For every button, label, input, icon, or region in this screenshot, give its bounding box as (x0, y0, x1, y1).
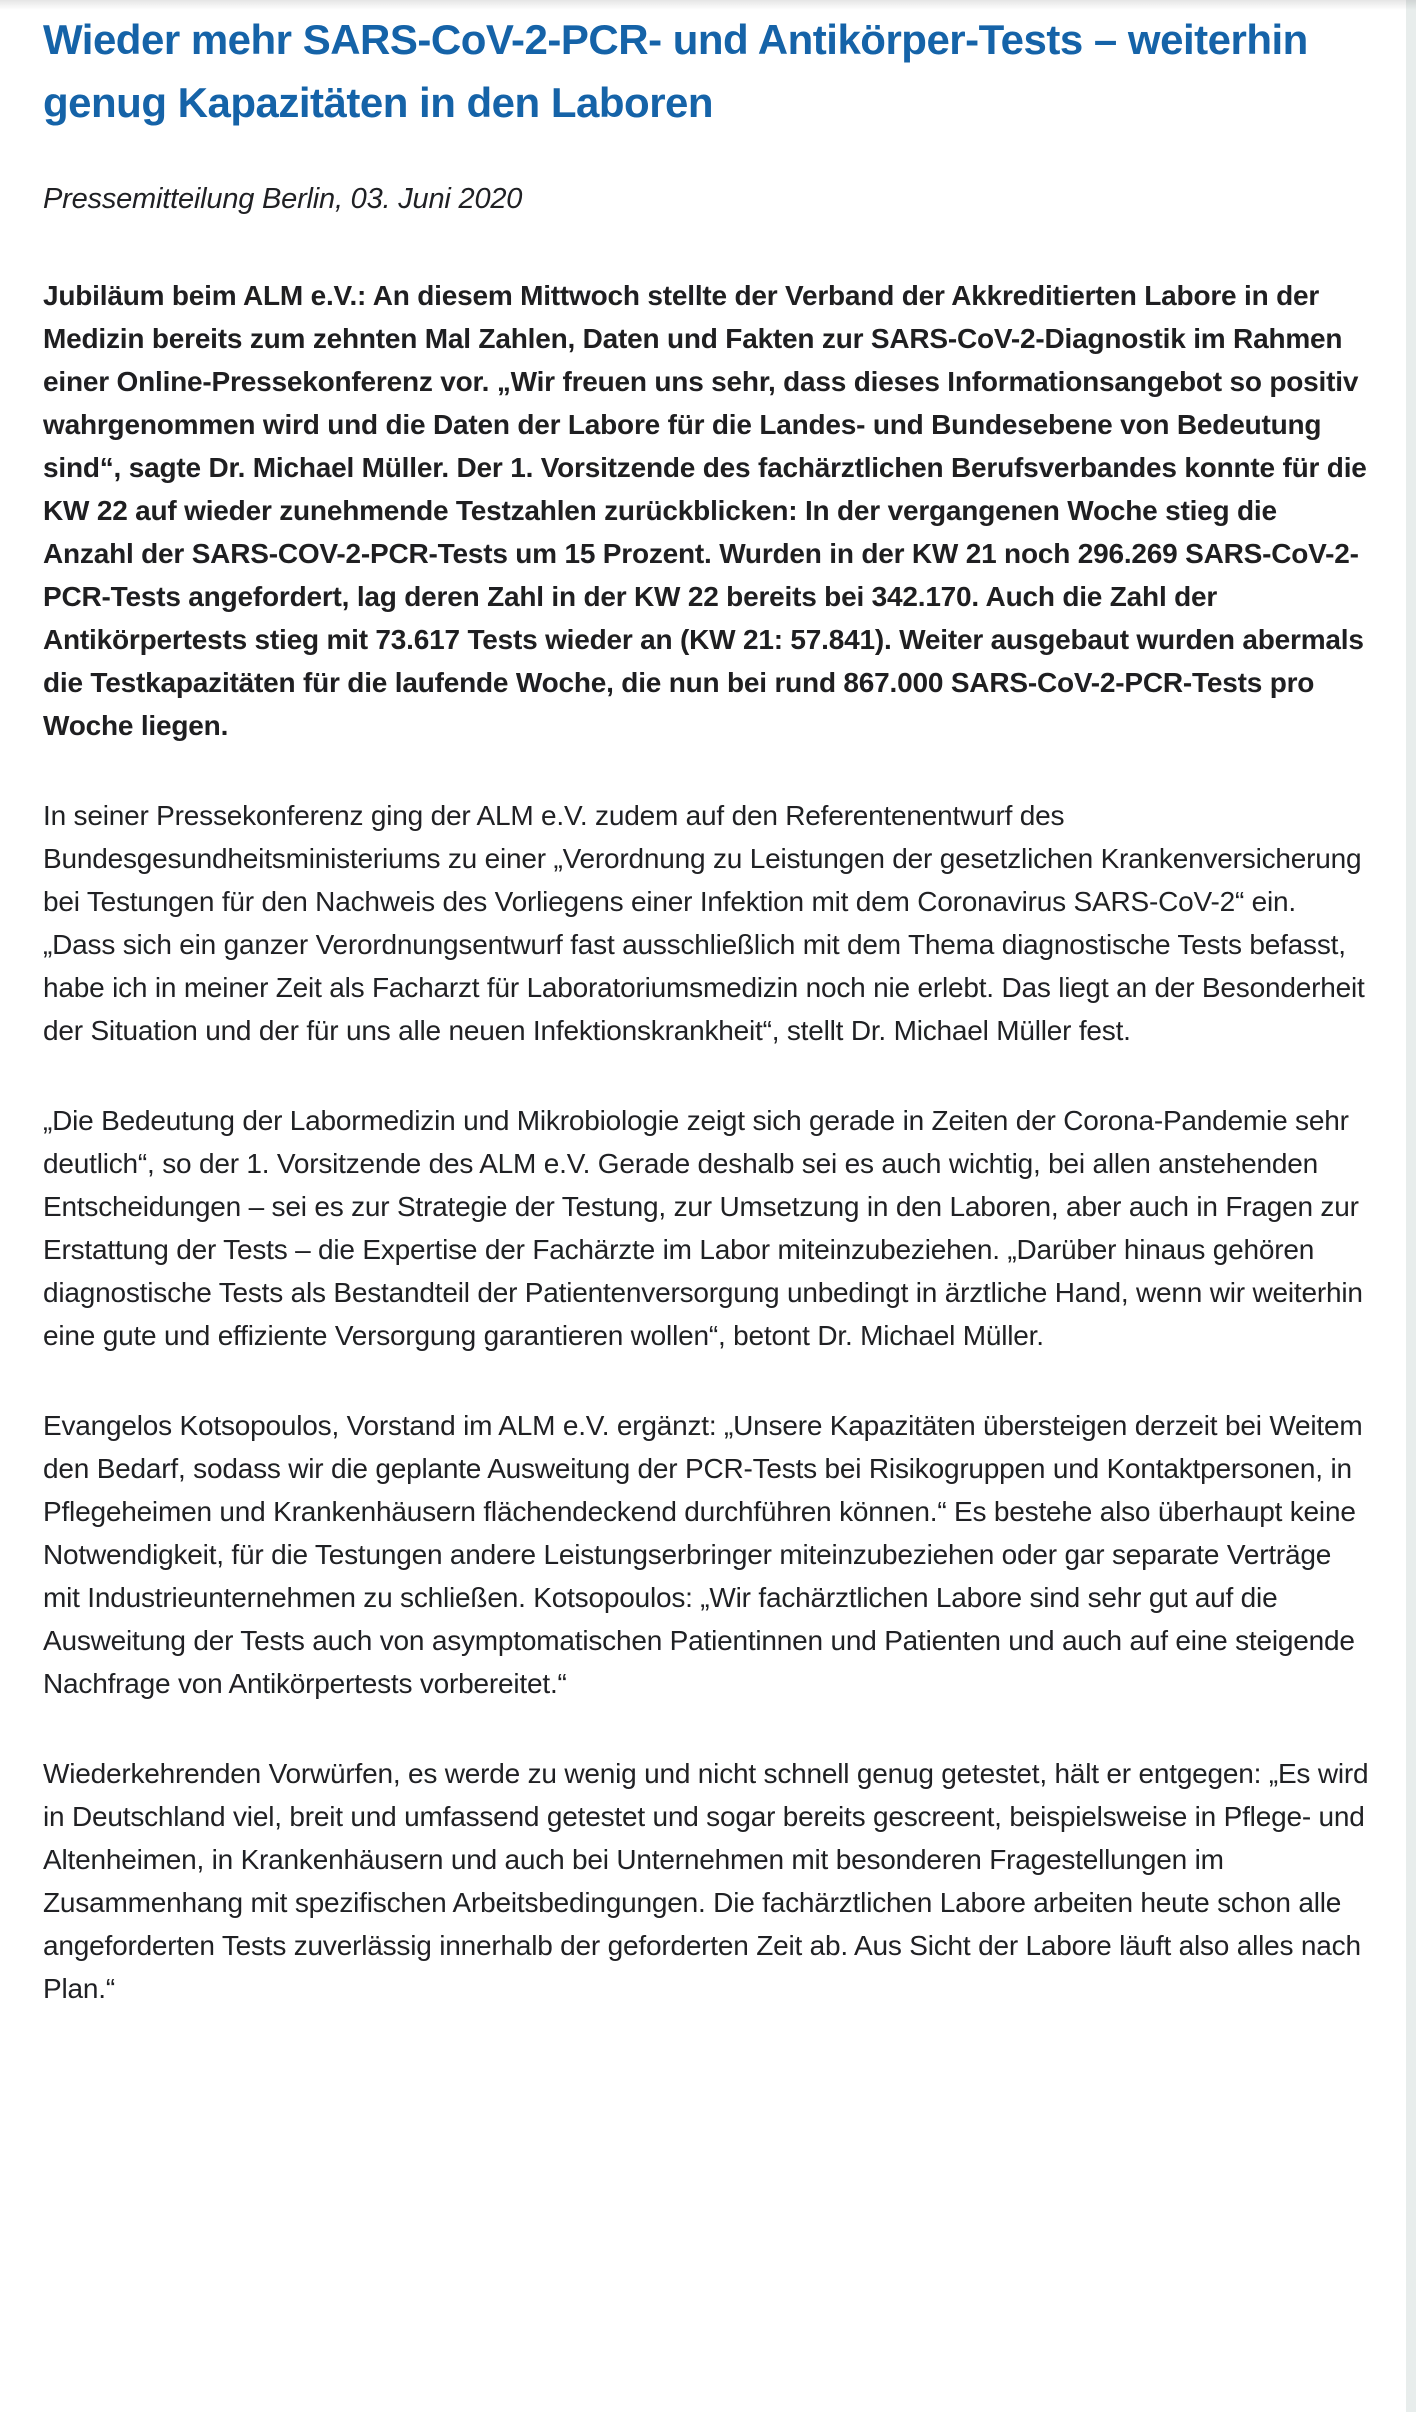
body-paragraph-3: Evangelos Kotsopoulos, Vorstand im ALM e.V. ergänzt: „Unsere Kapazitäten übersteigen derzeit bei Weitem den Bedarf, sodass wir die geplante Ausweitung der PCR-Tests bei Risikogruppen und Kontaktpersonen, in Pflegeheimen und Krankenhäusern flächendeckend durchführen können.“ Es bestehe also überhaupt keine Notwendigkeit, für die Testungen andere Leistungserbringer miteinzubeziehen oder gar separate Verträge mit Industrieunternehmen zu schließen. Kotsopoulos: „Wir fachärztlichen Labore sind sehr gut auf die Ausweitung der Tests auch von asymptomatischen Patientinnen und Patienten und auch auf eine steigende Nachfrage von Antikörpertests vorbereitet.“ (43, 1410, 1363, 1699)
body-paragraph-1: In seiner Pressekonferenz ging der ALM e.V. zudem auf den Referentenentwurf des Bundesgesundheitsministeriums zu einer „Verordnung zu Leistungen der gesetzlichen Krankenversicherung bei Testungen für den Nachweis des Vorliegens einer Infektion mit dem Coronavirus SARS-CoV-2“ ein. „Dass sich ein ganzer Verordnungsentwurf fast ausschließlich mit dem Thema diagnostische Tests befasst, habe ich in meiner Zeit als Facharzt für Laboratoriumsmedizin noch nie erlebt. Das liegt an der Besonderheit der Situation und der für uns alle neuen Infektionskrankheit“, stellt Dr. Michael Müller fest. (43, 800, 1365, 1046)
article-title: Wieder mehr SARS-CoV-2-PCR- und Antikörper-Tests – weiterhin genug Kapazitäten in den Laboren (43, 16, 1308, 126)
lead-paragraph: Jubiläum beim ALM e.V.: An diesem Mittwoch stellte der Verband der Akkreditierten Labore in der Medizin bereits zum zehnten Mal Zahlen, Daten und Fakten zur SARS-CoV-2-Diagnostik im Rahmen einer Online-Pressekonferenz vor. „Wir freuen uns sehr, dass dieses Informationsangebot so positiv wahrgenommen wird und die Daten der Labore für die Landes- und Bundesebene von Bedeutung sind“, sagte Dr. Michael Müller. Der 1. Vorsitzende des fachärztlichen Berufsverbandes konnte für die KW 22 auf wieder zunehmende Testzahlen zurückblicken: In der vergangenen Woche stieg die Anzahl der SARS-COV-2-PCR-Tests um 15 Prozent. Wurden in der KW 21 noch 296.269 SARS-CoV-2-PCR-Tests angefordert, lag deren Zahl in der KW 22 bereits bei 342.170. Auch die Zahl der Antikörpertests stieg mit 73.617 Tests wieder an (KW 21: 57.841). Weiter ausgebaut wurden abermals die Testkapazitäten für die laufende Woche, die nun bei rund 867.000 SARS-CoV-2-PCR-Tests pro Woche liegen. (43, 280, 1367, 741)
vertical-scrollbar[interactable] (1406, 0, 1416, 2412)
dateline: Pressemitteilung Berlin, 03. Juni 2020 (43, 183, 523, 215)
body-paragraph-2: „Die Bedeutung der Labormedizin und Mikrobiologie zeigt sich gerade in Zeiten der Corona-Pandemie sehr deutlich“, so der 1. Vorsitzende des ALM e.V. Gerade deshalb sei es auch wichtig, bei allen anstehenden Entscheidungen – sei es zur Strategie der Testung, zur Umsetzung in den Laboren, aber auch in Fragen zur Erstattung der Tests – die Expertise der Fachärzte im Labor miteinzubeziehen. „Darüber hinaus gehören diagnostische Tests als Bestandteil der Patientenversorgung unbedingt in ärztliche Hand, wenn wir weiterhin eine gute und effiziente Versorgung garantieren wollen“, betont Dr. Michael Müller. (43, 1105, 1363, 1351)
body-paragraph-4: Wiederkehrenden Vorwürfen, es werde zu wenig und nicht schnell genug getestet, hält er entgegen: „Es wird in Deutschland viel, breit und umfassend getestet und sogar bereits gescreent, beispielsweise in Pflege- und Altenheimen, in Krankenhäusern und auch bei Unternehmen mit besonderen Fragestellungen im Zusammenhang mit spezifischen Arbeitsbedingungen. Die fachärztlichen Labore arbeiten heute schon alle angeforderten Tests zuverlässig innerhalb der geforderten Zeit ab. Aus Sicht der Labore läuft also alles nach Plan.“ (43, 1758, 1369, 2004)
